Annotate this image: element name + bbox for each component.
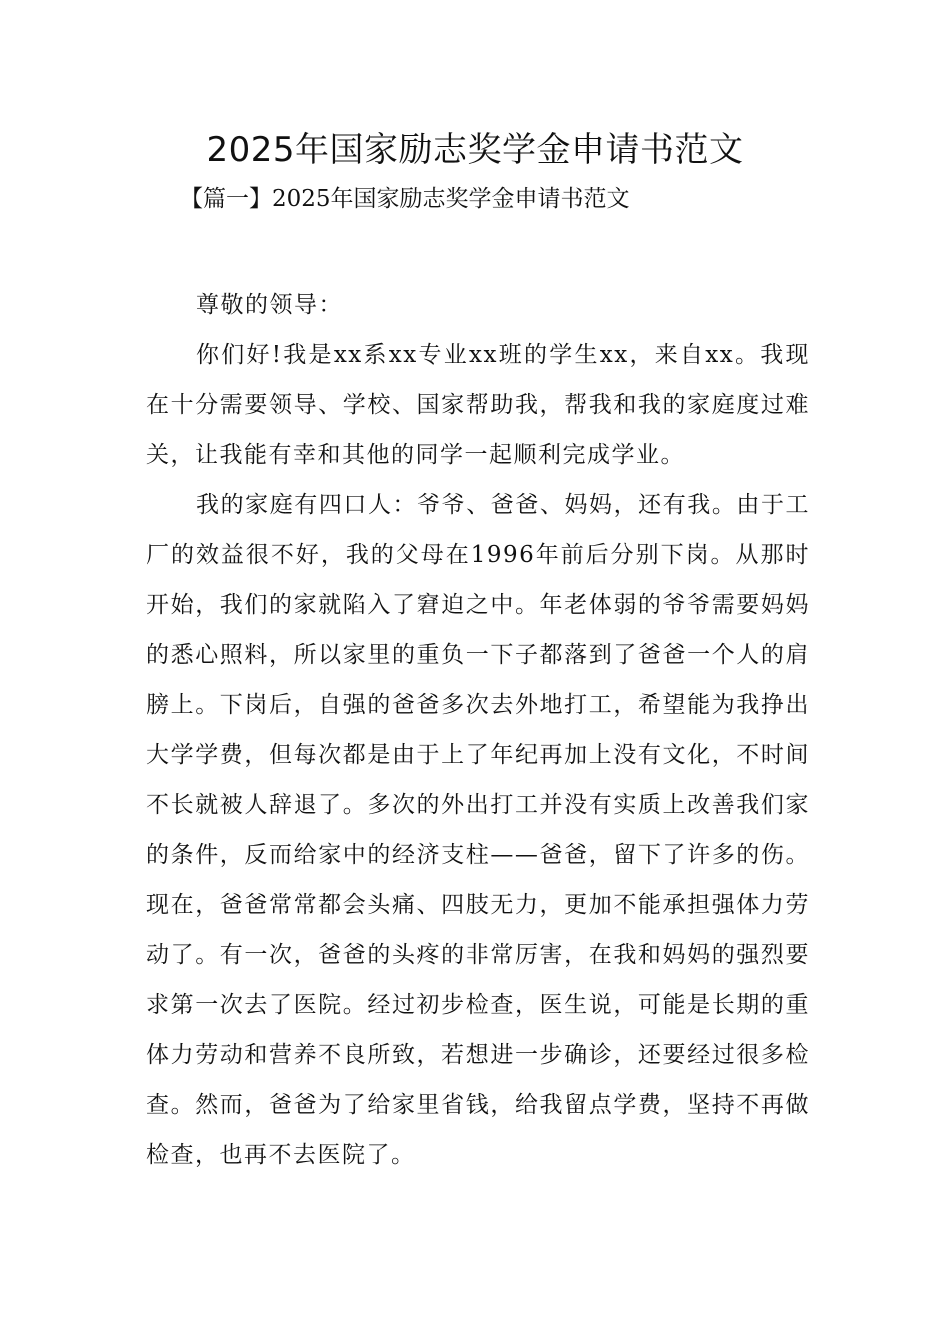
document-subtitle: 【篇一】2025年国家励志奖学金申请书范文 bbox=[180, 186, 630, 212]
salutation: 尊敬的领导： bbox=[196, 292, 343, 318]
document-title: 2025年国家励志奖学金申请书范文 bbox=[206, 130, 744, 170]
document-body bbox=[146, 280, 810, 1180]
paragraph-family: 我的家庭有四口人：爷爷、爸爸、妈妈，还有我。由于工厂的效益很不好，我的父母在1996年前后分别下岗。从那时开始，我们的家就陷入了窘迫之中。年老体弱的爷爷需要妈妈的悉心照料，所以家里的重负一下子都落到了爸爸一个人的肩膀上。下岗后，自强的爸爸多次去外地打工，希望能为我挣出大学学费，但每次都是由于上了年纪再加上没有文化，不时间不长就被人辞退了。多次的外出打工并没有实质上改善我们家的条件，反而给家中的经济支柱——爸爸，留下了许多的伤。现在，爸爸常常都会头痛、四肢无力，更加不能承担强体力劳动了。有一次，爸爸的头疼的非常厉害，在我和妈妈的强烈要求第一次去了医院。经过初步检查，医生说，可能是长期的重体力劳动和营养不良所致，若想进一步确诊，还要经过很多检查。然而，爸爸为了给家里省钱，给我留点学费，坚持不再做检查，也再不去医院了。 bbox=[146, 492, 810, 1168]
paragraph-greeting: 你们好!我是xx系xx专业xx班的学生xx，来自xx。我现在十分需要领导、学校、国家帮助我，帮我和我的家庭度过难关，让我能有幸和其他的同学一起顺利完成学业。 bbox=[146, 342, 810, 468]
